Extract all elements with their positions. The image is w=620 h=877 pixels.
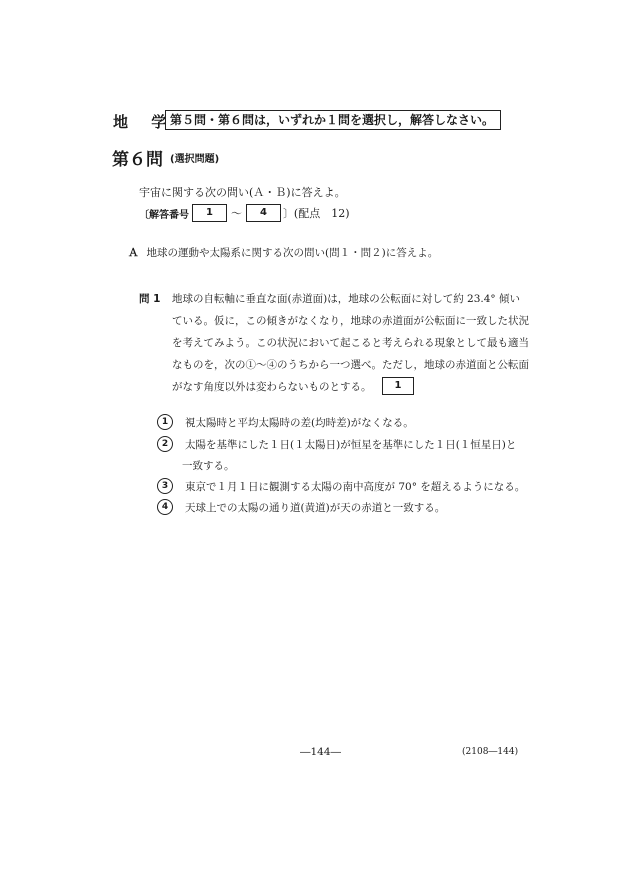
answer-range-tilde: ～ — [230, 207, 242, 220]
choice-text-continued: 一致する。 — [182, 460, 235, 472]
section-note-box: 第５問・第６問は，いずれか１問を選択し，解答しなさい。 — [165, 110, 501, 130]
choice-number: 2 — [157, 436, 173, 452]
choice-text: 天球上での太陽の通り道(黄道)が天の赤道と一致する。 — [185, 501, 446, 514]
choice-item — [157, 414, 414, 430]
choice-number: 3 — [157, 478, 173, 494]
part-a-label: Ａ — [128, 247, 139, 259]
question-1-line: なものを，次の①～④のうちから一つ選べ。ただし，地球の赤道面と公転面 — [172, 359, 529, 371]
question-1-line: がなす角度以外は変わらないものとする。 — [172, 380, 372, 393]
answer-range-label: 〔解答番号 — [139, 209, 189, 221]
choice-item — [157, 436, 516, 452]
question-1-last-line — [172, 377, 414, 395]
question-1-answer-box: 1 — [382, 377, 415, 395]
question-1-label: 問 1 — [139, 293, 161, 305]
answer-box-start: 1 — [192, 204, 227, 222]
choice-text: 視太陽時と平均太陽時の差(均時差)がなくなる。 — [185, 416, 414, 429]
question-1-line: ている。仮に，この傾きがなくなり，地球の赤道面が公転面に一致した状況 — [172, 315, 529, 327]
question-1-line: 地球の自転軸に垂直な面(赤道面)は，地球の公転面に対して約 23.4° 傾い — [172, 293, 520, 305]
choice-item — [157, 499, 445, 515]
answer-box-end: 4 — [246, 204, 281, 222]
intro-text: 宇宙に関する次の問い(Ａ・Ｂ)に答えよ。 — [139, 186, 346, 199]
page-code: (2108―144) — [462, 747, 519, 757]
part-a-text: 地球の運動や太陽系に関する次の問い(問１・問２)に答えよ。 — [146, 247, 439, 259]
answer-range — [139, 204, 350, 222]
choice-text: 太陽を基準にした１日(１太陽日)が恒星を基準にした１日(１恒星日)と — [185, 438, 517, 451]
question-type-label: (選択問題) — [170, 154, 220, 165]
choice-number: 1 — [157, 414, 173, 430]
part-a-heading — [128, 245, 438, 260]
points-label: 〕(配点 12) — [282, 207, 350, 220]
choice-item — [157, 478, 525, 494]
choice-text: 東京で１月１日に観測する太陽の南中高度が 70° を超えるようになる。 — [185, 480, 526, 493]
question-heading: 第６問 — [112, 150, 163, 170]
subject-title: 地 学 — [113, 113, 176, 131]
question-1-line: を考えてみよう。この状況において起こると考えられる現象として最も適当 — [172, 337, 529, 349]
choice-number: 4 — [157, 499, 173, 515]
page-number: ―144― — [300, 746, 342, 758]
